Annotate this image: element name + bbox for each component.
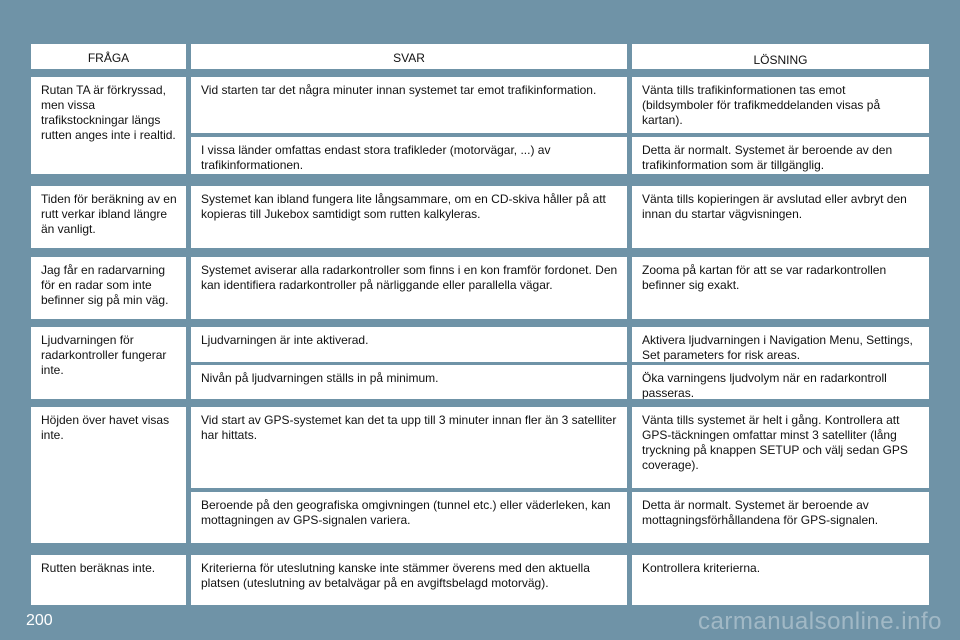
answer-cell: I vissa länder omfattas endast stora trafikleder (motorvägar, ...) av trafikinformationen. <box>191 137 627 174</box>
question-cell: Ljudvarningen för radarkontroller fungerar inte. <box>31 327 186 399</box>
answer-cell: Beroende på den geografiska omgivningen (tunnel etc.) eller väderleken, kan mottagningen av GPS-signalen variera. <box>191 492 627 543</box>
answer-cell: Ljudvarningen är inte aktiverad. <box>191 327 627 362</box>
solution-cell: Vänta tills trafikinformationen tas emot (bildsymboler för trafikmeddelanden visas på kartan). <box>632 77 929 133</box>
question-cell: Tiden för beräkning av en rutt verkar ibland längre än vanligt. <box>31 186 186 248</box>
answer-cell: Nivån på ljudvarningen ställs in på minimum. <box>191 365 627 399</box>
solution-cell: Detta är normalt. Systemet är beroende av den trafikinformation som är tillgänglig. <box>632 137 929 174</box>
solution-cell: Vänta tills systemet är helt i gång. Kontrollera att GPS-täckningen omfattar minst 3 satelliter (lång tryckning på knappen SETUP och välj sedan GPS coverage). <box>632 407 929 488</box>
answer-cell: Vid start av GPS-systemet kan det ta upp till 3 minuter innan fler än 3 satelliter har hittats. <box>191 407 627 488</box>
solution-cell: Zooma på kartan för att se var radarkontrollen befinner sig exakt. <box>632 257 929 319</box>
page-number: 200 <box>26 612 53 629</box>
header-question: FRÅGA <box>31 44 186 69</box>
question-cell: Jag får en radarvarning för en radar som inte befinner sig på min väg. <box>31 257 186 319</box>
answer-cell: Vid starten tar det några minuter innan systemet tar emot trafikinformation. <box>191 77 627 133</box>
question-cell: Rutan TA är förkryssad, men vissa trafikstockningar längs rutten anges inte i realtid. <box>31 77 186 174</box>
solution-cell: Aktivera ljudvarningen i Navigation Menu, Settings, Set parameters for risk areas. <box>632 327 929 362</box>
answer-cell: Systemet aviserar alla radarkontroller som finns i en kon framför fordonet. Den kan identifiera radarkontroller på närliggande eller parallella vägar. <box>191 257 627 319</box>
solution-cell: Vänta tills kopieringen är avslutad eller avbryt den innan du startar vägvisningen. <box>632 186 929 248</box>
question-cell: Höjden över havet visas inte. <box>31 407 186 543</box>
answer-cell: Kriterierna för uteslutning kanske inte stämmer överens med den aktuella platsen (uteslutning av betalvägar på en avgiftsbelagd motorväg). <box>191 555 627 605</box>
header-answer: SVAR <box>191 44 627 69</box>
answer-cell: Systemet kan ibland fungera lite långsammare, om en CD-skiva håller på att kopieras till Jukebox samtidigt som rutten kalkyleras. <box>191 186 627 248</box>
header-solution: LÖSNING <box>632 44 929 69</box>
solution-cell: Kontrollera kriterierna. <box>632 555 929 605</box>
watermark: carmanualsonline.info <box>698 608 942 635</box>
question-cell: Rutten beräknas inte. <box>31 555 186 605</box>
solution-cell: Öka varningens ljudvolym när en radarkontroll passeras. <box>632 365 929 399</box>
solution-cell: Detta är normalt. Systemet är beroende av mottagningsförhållandena för GPS-signalen. <box>632 492 929 543</box>
